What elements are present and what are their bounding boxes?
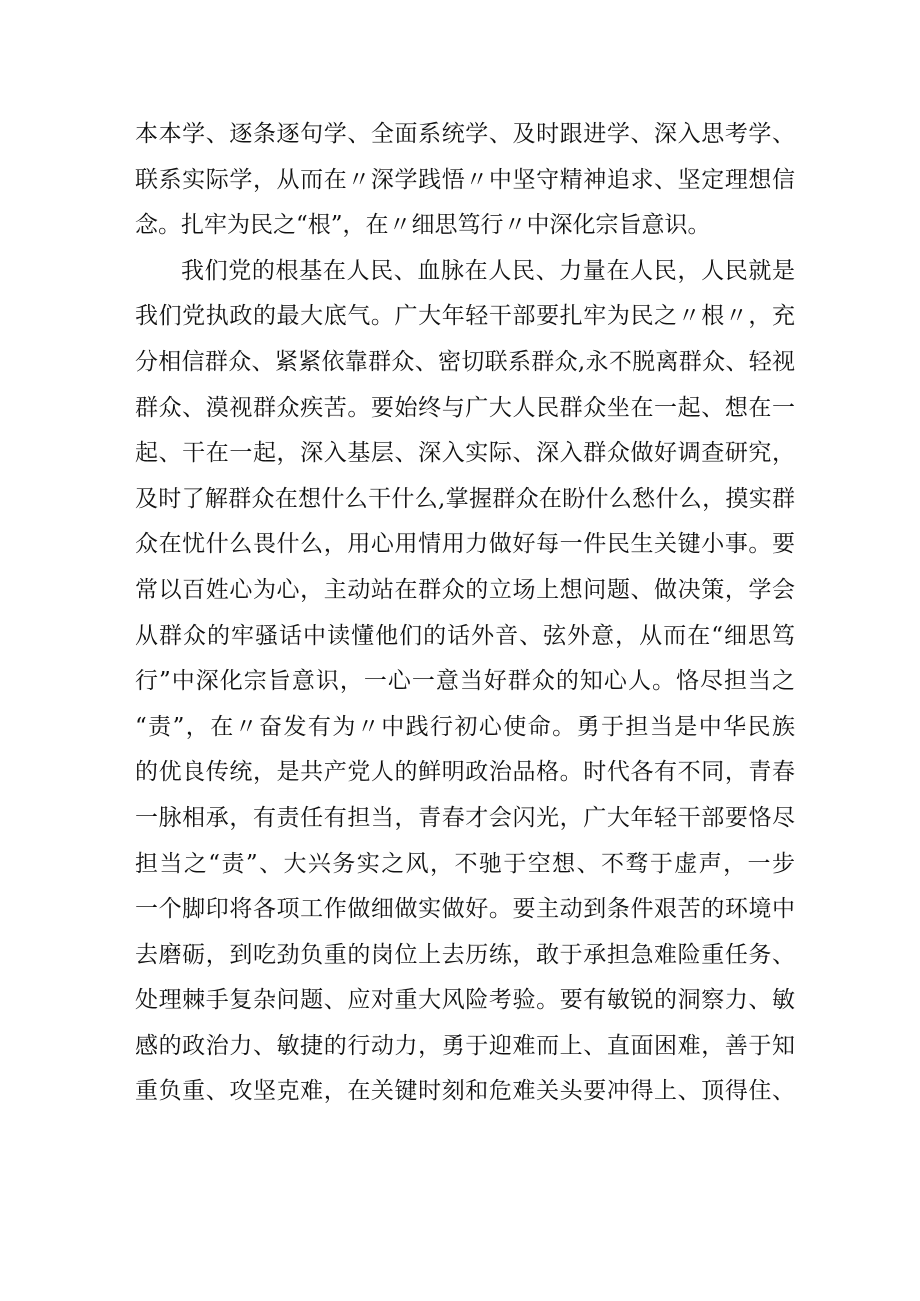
body-text xyxy=(135,112,795,1115)
text-line: 我们党执政的最大底气。广大年轻干部要扎牢为民之〃根〃，充 xyxy=(135,303,795,330)
text-line: 去磨砺，到吃劲负重的岗位上去历练，敢于承担急难险重任务、 xyxy=(135,941,795,968)
text-line: 常以百姓心为心，主动站在群众的立场上想问题、做决策，学会 xyxy=(135,576,795,603)
text-line: 众在忧什么畏什么，用心用情用力做好每一件民生关键小事。要 xyxy=(135,531,795,558)
text-line: 本本学、逐条逐句学、全面系统学、及时跟进学、深入思考学、 xyxy=(135,121,795,147)
text-line: 的优良传统，是共产党人的鲜明政治品格。时代各有不同，青春 xyxy=(135,759,795,786)
text-line: 行”中深化宗旨意识，一心一意当好群众的知心人。恪尽担当之 xyxy=(135,668,795,695)
text-line: 分相信群众、紧紧依靠群众、密切联系群众,永不脱离群众、轻视 xyxy=(135,348,795,375)
text-line: 念。扎牢为民之“根”，在〃细思笃行〃中深化宗旨意识。 xyxy=(135,212,711,239)
text-line: 联系实际学，从而在〃深学践悟〃中坚守精神追求、坚定理想信 xyxy=(135,166,795,193)
text-line: 重负重、攻坚克难，在关键时刻和危难关头要冲得上、顶得住、 xyxy=(135,1078,795,1105)
text-line: 一个脚印将各项工作做细做实做好。要主动到条件艰苦的环境中 xyxy=(135,896,795,923)
text-line: 从群众的牢骚话中读懂他们的话外音、弦外意，从而在“细思笃 xyxy=(135,622,795,649)
text-line: 及时了解群众在想什么干什么,掌握群众在盼什么愁什么，摸实群 xyxy=(135,485,795,512)
text-line: 感的政治力、敏捷的行动力，勇于迎难而上、直面困难，善于知 xyxy=(135,1032,795,1059)
text-line: 担当之“责”、大兴务实之风，不驰于空想、不骛于虚声，一步 xyxy=(135,850,795,877)
text-line: 群众、漠视群众疾苦。要始终与广大人民群众坐在一起、想在一 xyxy=(135,394,795,421)
text-line: 一脉相承，有责任有担当，青春才会闪光，广大年轻干部要恪尽 xyxy=(135,804,795,831)
text-line: 起、干在一起，深入基层、深入实际、深入群众做好调查研究， xyxy=(135,440,795,467)
paragraph-first-line: 我们党的根基在人民、血脉在人民、力量在人民，人民就是 xyxy=(181,257,795,284)
text-line: “责”，在〃奋发有为〃中践行初心使命。勇于担当是中华民族 xyxy=(135,713,795,740)
text-line: 处理棘手复杂问题、应对重大风险考验。要有敏锐的洞察力、敏 xyxy=(135,987,795,1014)
